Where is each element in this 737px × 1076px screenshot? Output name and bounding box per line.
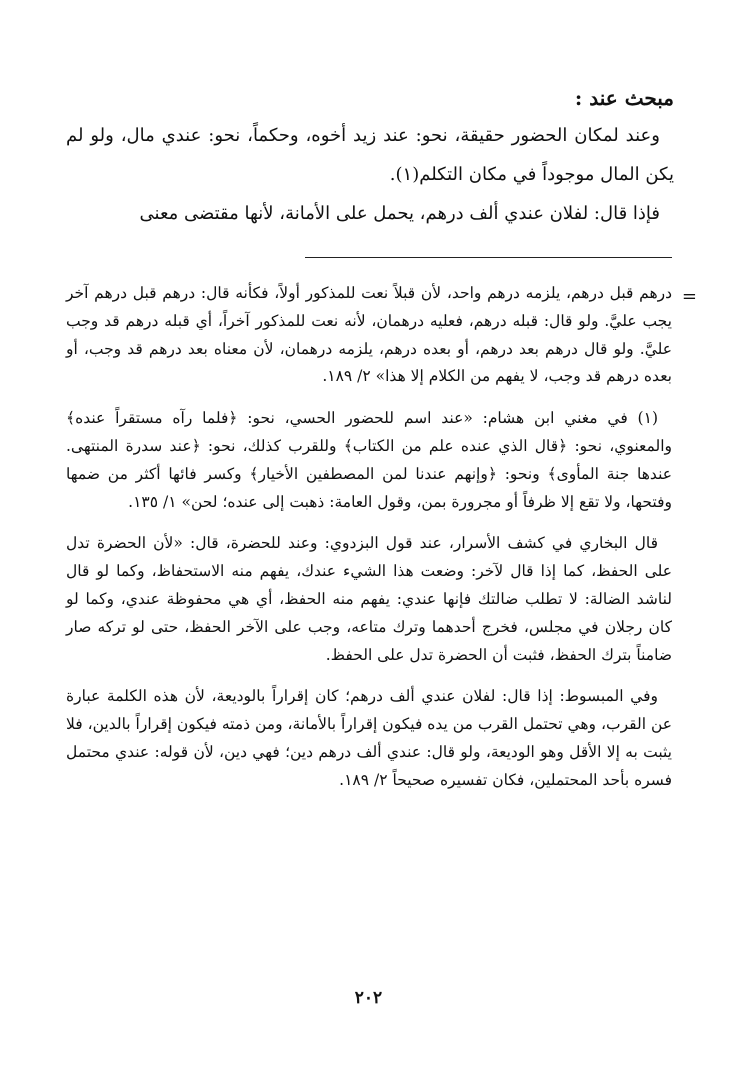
main-paragraph: وعند لمكان الحضور حقيقة، نحو: عند زيد أخوه، وحكماً، نحو: عندي مال، ولو لم يكن المال موجوداً في مكان التكلم(١). [66,125,674,185]
footnote-paragraph: (١) في مغني ابن هشام: «عند اسم للحضور الحسي، نحو: ﴿فلما رآه مستقراً عنده﴾ والمعنوي، نحو: ﴿قال الذي عنده علم من الكتاب﴾ وللقرب كذلك، نحو: ﴿عند سدرة المنتهى. عندها جنة المأوى﴾ ونحو: ﴿وإنهم عندنا لمن المصطفين الأخيار﴾ وكسر فائها أكثر من ضمها وفتحها، ولا تقع إلا ظرفاً أو مجرورة بمن، وقول العامة: ذهبت إلى عنده؛ لحن» ١/ ١٣٥. [66,409,672,511]
main-paragraph: فإذا قال: لفلان عندي ألف درهم، يحمل على الأمانة، لأنها مقتضى معنى [139,203,660,224]
footnote-separator [305,257,672,258]
main-text [66,80,674,233]
page-number: ٢٠٢ [354,988,383,1008]
footnote-paragraph: قال البخاري في كشف الأسرار، عند قول البزدوي: وعند للحضرة، قال: «لأن الحضرة تدل على الحفظ، كما إذا قال لآخر: وضعت هذا الشيء عندك، يفهم منه الاستحفاظ، وكما لو قال لناشد الضالة: لا تطلب ضالتك فإنها عندي: يفهم منه الحفظ، أي هي محفوظة عندي، وكما لو كان رجلان في مجلس، فخرج أحدهما وترك متاعه، وجب على الآخر الحفظ، حتى لو تركه صار ضامناً بترك الحفظ، فثبت أن الحضرة تدل على الحفظ. [66,534,672,664]
footnotes [66,280,672,809]
footnote-paragraph: وفي المبسوط: إذا قال: لفلان عندي ألف درهم؛ كان إقراراً بالوديعة، لأن هذه الكلمة عبارة عن القرب، وهي تحتمل القرب من يده فيكون إقراراً بالأمانة، ومن ذمته فيكون إقراراً بالدين، فلا يثبت به إلا الأقل وهو الوديعة، ولو قال: عندي ألف درهم دين؛ فهي دين، لأن قوله: عندي محتمل فسره بأحد المحتملين، فكان تفسيره صحيحاً ٢/ ١٨٩. [66,687,672,789]
section-heading: مبحث عند : [574,86,674,110]
footnote-continuation-mark: = [681,286,697,307]
footnote-paragraph: درهم قبل درهم، يلزمه درهم واحد، لأن قبلاً نعت للمذكور أولاً، فكأنه قال: درهم قبل درهم آخر يجب عليَّ. ولو قال: قبله درهم، فعليه درهمان، لأنه نعت للمذكور آخراً، أي قبله درهم قد وجب عليَّ. ولو قال درهم بعد درهم، أو بعده درهم، يلزمه درهمان، لأن معناه بعد درهم قد وجب، أو بعده درهم قد وجب، لا يفهم من الكلام إلا هذا» ٢/ ١٨٩. [66,284,672,386]
